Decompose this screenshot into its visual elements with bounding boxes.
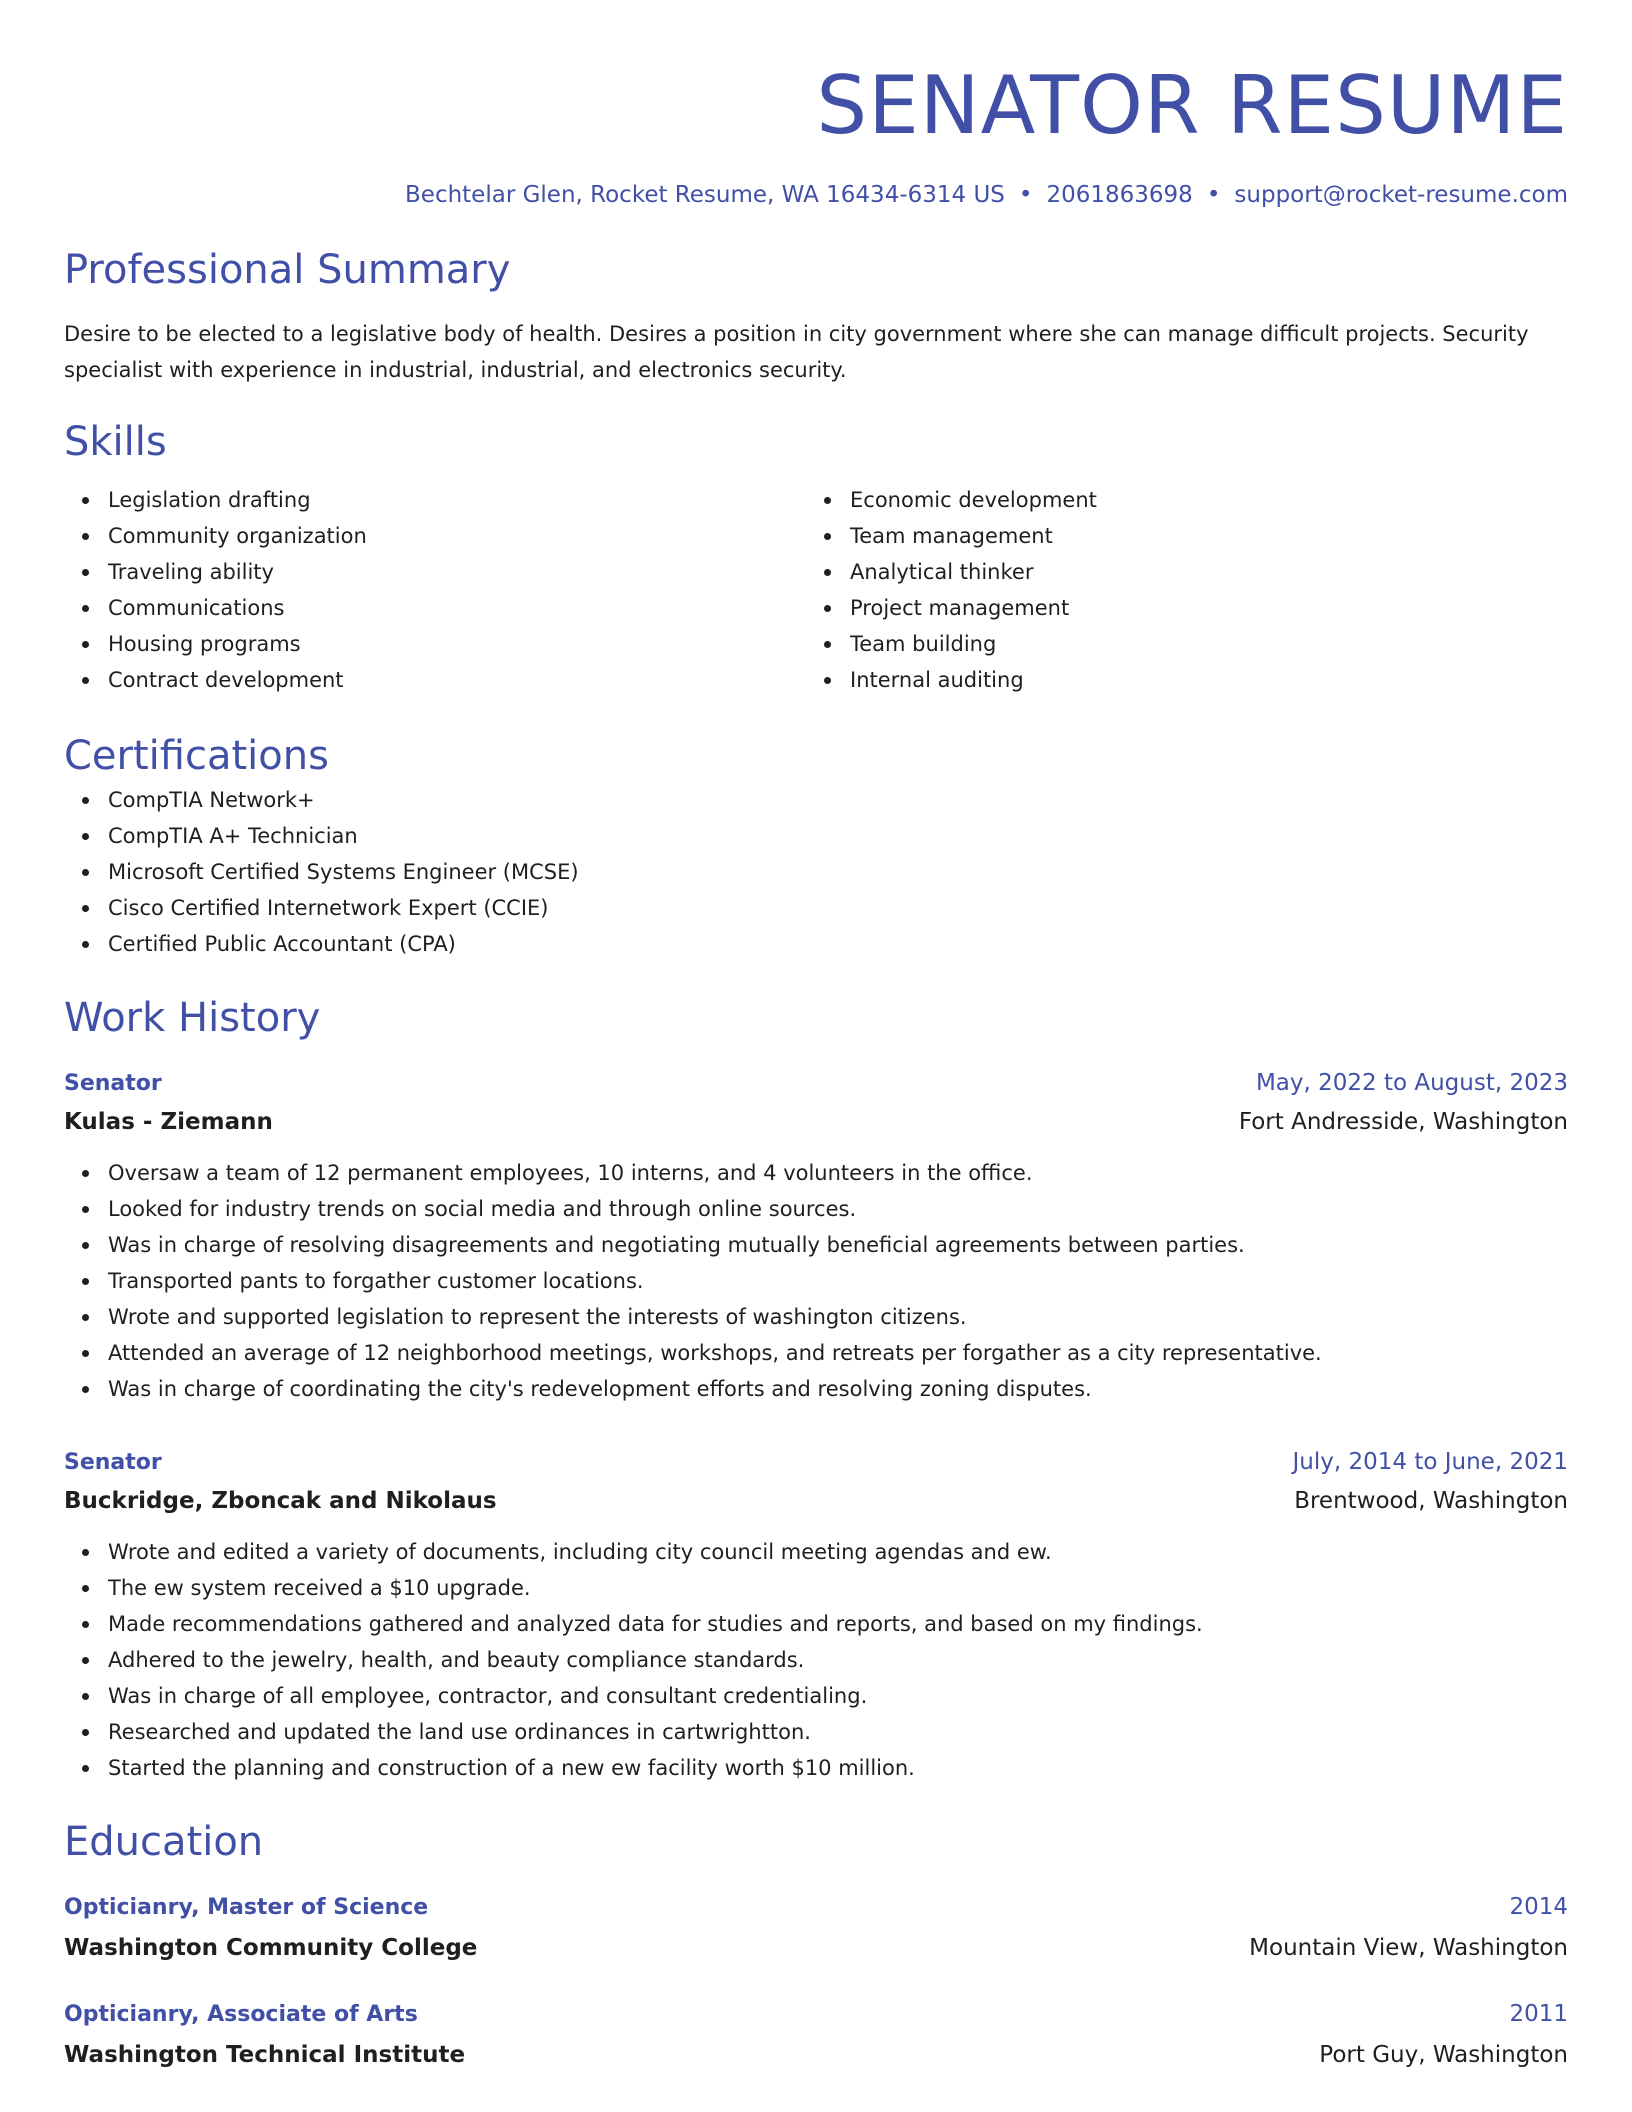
skill-item: Analytical thinker [806, 554, 1548, 590]
certifications-heading: Certifications [64, 733, 329, 779]
summary-heading: Professional Summary [64, 247, 511, 293]
address: Bechtelar Glen, Rocket Resume, WA 16434-6314 US [405, 182, 1005, 208]
certification-item: CompTIA A+ Technician [64, 818, 1568, 854]
work-history-heading: Work History [64, 995, 321, 1041]
certification-item: Cisco Certified Internetwork Expert (CCIE) [64, 890, 1568, 926]
job-bullet: Adhered to the jewelry, health, and beauty compliance standards. [64, 1642, 1568, 1678]
job-company-row [64, 1482, 1568, 1520]
job-bullet: The ew system received a $10 upgrade. [64, 1570, 1568, 1606]
education-degree: Opticianry, Associate of Arts [64, 2002, 418, 2027]
job-bullet: Transported pants to forgather customer locations. [64, 1263, 1568, 1299]
skills-list-right [806, 482, 1548, 698]
certification-item: Microsoft Certified Systems Engineer (MCSE) [64, 854, 1568, 890]
job-bullet: Made recommendations gathered and analyzed data for studies and reports, and based on my findings. [64, 1606, 1568, 1642]
skill-item: Community organization [64, 518, 806, 554]
education-degree-row [64, 1888, 1568, 1927]
resume-header [64, 0, 1568, 212]
skills-list-left [64, 482, 806, 698]
job-role: Senator [64, 1450, 162, 1475]
job-location: Fort Andresside, Washington [1238, 1109, 1568, 1135]
certifications-list [64, 782, 1568, 962]
job-role: Senator [64, 1071, 162, 1096]
job-bullets [64, 1534, 1568, 1786]
skill-item: Team management [806, 518, 1548, 554]
education-year: 2011 [1509, 2001, 1568, 2027]
summary-text: Desire to be elected to a legislative body of health. Desires a position in city government where she can manage difficult projects. Security specialist with experience in industrial, industrial, and electronics security. [64, 322, 1529, 382]
skills-column-right [806, 482, 1548, 698]
job-bullet: Researched and updated the land use ordinances in cartwrightton. [64, 1714, 1568, 1750]
job-bullet: Attended an average of 12 neighborhood meetings, workshops, and retreats per forgather as a city representative. [64, 1335, 1568, 1371]
job-company-row [64, 1103, 1568, 1141]
skill-item: Project management [806, 590, 1548, 626]
job-company: Kulas - Ziemann [64, 1109, 273, 1135]
job-location: Brentwood, Washington [1294, 1488, 1568, 1514]
education-school-row [64, 1929, 1568, 1967]
job-header-row [64, 1064, 1568, 1103]
education-heading: Education [64, 1819, 264, 1865]
education-school: Washington Technical Institute [64, 2042, 466, 2068]
job-bullet: Was in charge of coordinating the city's redevelopment efforts and resolving zoning disputes. [64, 1371, 1568, 1407]
certification-item: Certified Public Accountant (CPA) [64, 926, 1568, 962]
certification-item: CompTIA Network+ [64, 782, 1568, 818]
skill-item: Internal auditing [806, 662, 1548, 698]
contact-separator: • [1018, 182, 1033, 208]
job-bullet: Was in charge of all employee, contractor, and consultant credentialing. [64, 1678, 1568, 1714]
education-school-row [64, 2036, 1568, 2074]
job-dates: July, 2014 to June, 2021 [1292, 1449, 1568, 1475]
education-degree-row [64, 1995, 1568, 2034]
education-year: 2014 [1509, 1894, 1568, 1920]
skill-item: Economic development [806, 482, 1548, 518]
skills-heading: Skills [64, 419, 167, 465]
job-entry [64, 1443, 1568, 1786]
job-bullet: Started the planning and construction of a new ew facility worth $10 million. [64, 1750, 1568, 1786]
education-location: Mountain View, Washington [1249, 1935, 1568, 1961]
contact-line [64, 178, 1568, 212]
education-degree: Opticianry, Master of Science [64, 1895, 429, 1920]
job-header-row [64, 1443, 1568, 1482]
skill-item: Traveling ability [64, 554, 806, 590]
job-bullet: Oversaw a team of 12 permanent employees, 10 interns, and 4 volunteers in the office. [64, 1155, 1568, 1191]
skill-item: Team building [806, 626, 1548, 662]
job-bullets [64, 1155, 1568, 1407]
skill-item: Legislation drafting [64, 482, 806, 518]
resume-name: SENATOR RESUME [816, 59, 1568, 152]
skill-item: Communications [64, 590, 806, 626]
job-entry [64, 1064, 1568, 1407]
skill-item: Contract development [64, 662, 806, 698]
job-bullet: Was in charge of resolving disagreements and negotiating mutually beneficial agreements between parties. [64, 1227, 1568, 1263]
email-link[interactable]: support@rocket-resume.com [1234, 182, 1568, 208]
skill-item: Housing programs [64, 626, 806, 662]
phone: 2061863698 [1046, 182, 1193, 208]
contact-separator: • [1206, 182, 1221, 208]
job-company: Buckridge, Zboncak and Nikolaus [64, 1488, 497, 1514]
skills-column-left [64, 482, 806, 698]
job-bullet: Wrote and supported legislation to represent the interests of washington citizens. [64, 1299, 1568, 1335]
education-school: Washington Community College [64, 1935, 478, 1961]
education-entry [64, 1995, 1568, 2074]
job-bullet: Looked for industry trends on social media and through online sources. [64, 1191, 1568, 1227]
job-bullet: Wrote and edited a variety of documents, including city council meeting agendas and ew. [64, 1534, 1568, 1570]
skills-columns [64, 482, 1568, 698]
job-dates: May, 2022 to August, 2023 [1255, 1070, 1568, 1096]
education-entry [64, 1888, 1568, 1967]
education-location: Port Guy, Washington [1319, 2042, 1568, 2068]
